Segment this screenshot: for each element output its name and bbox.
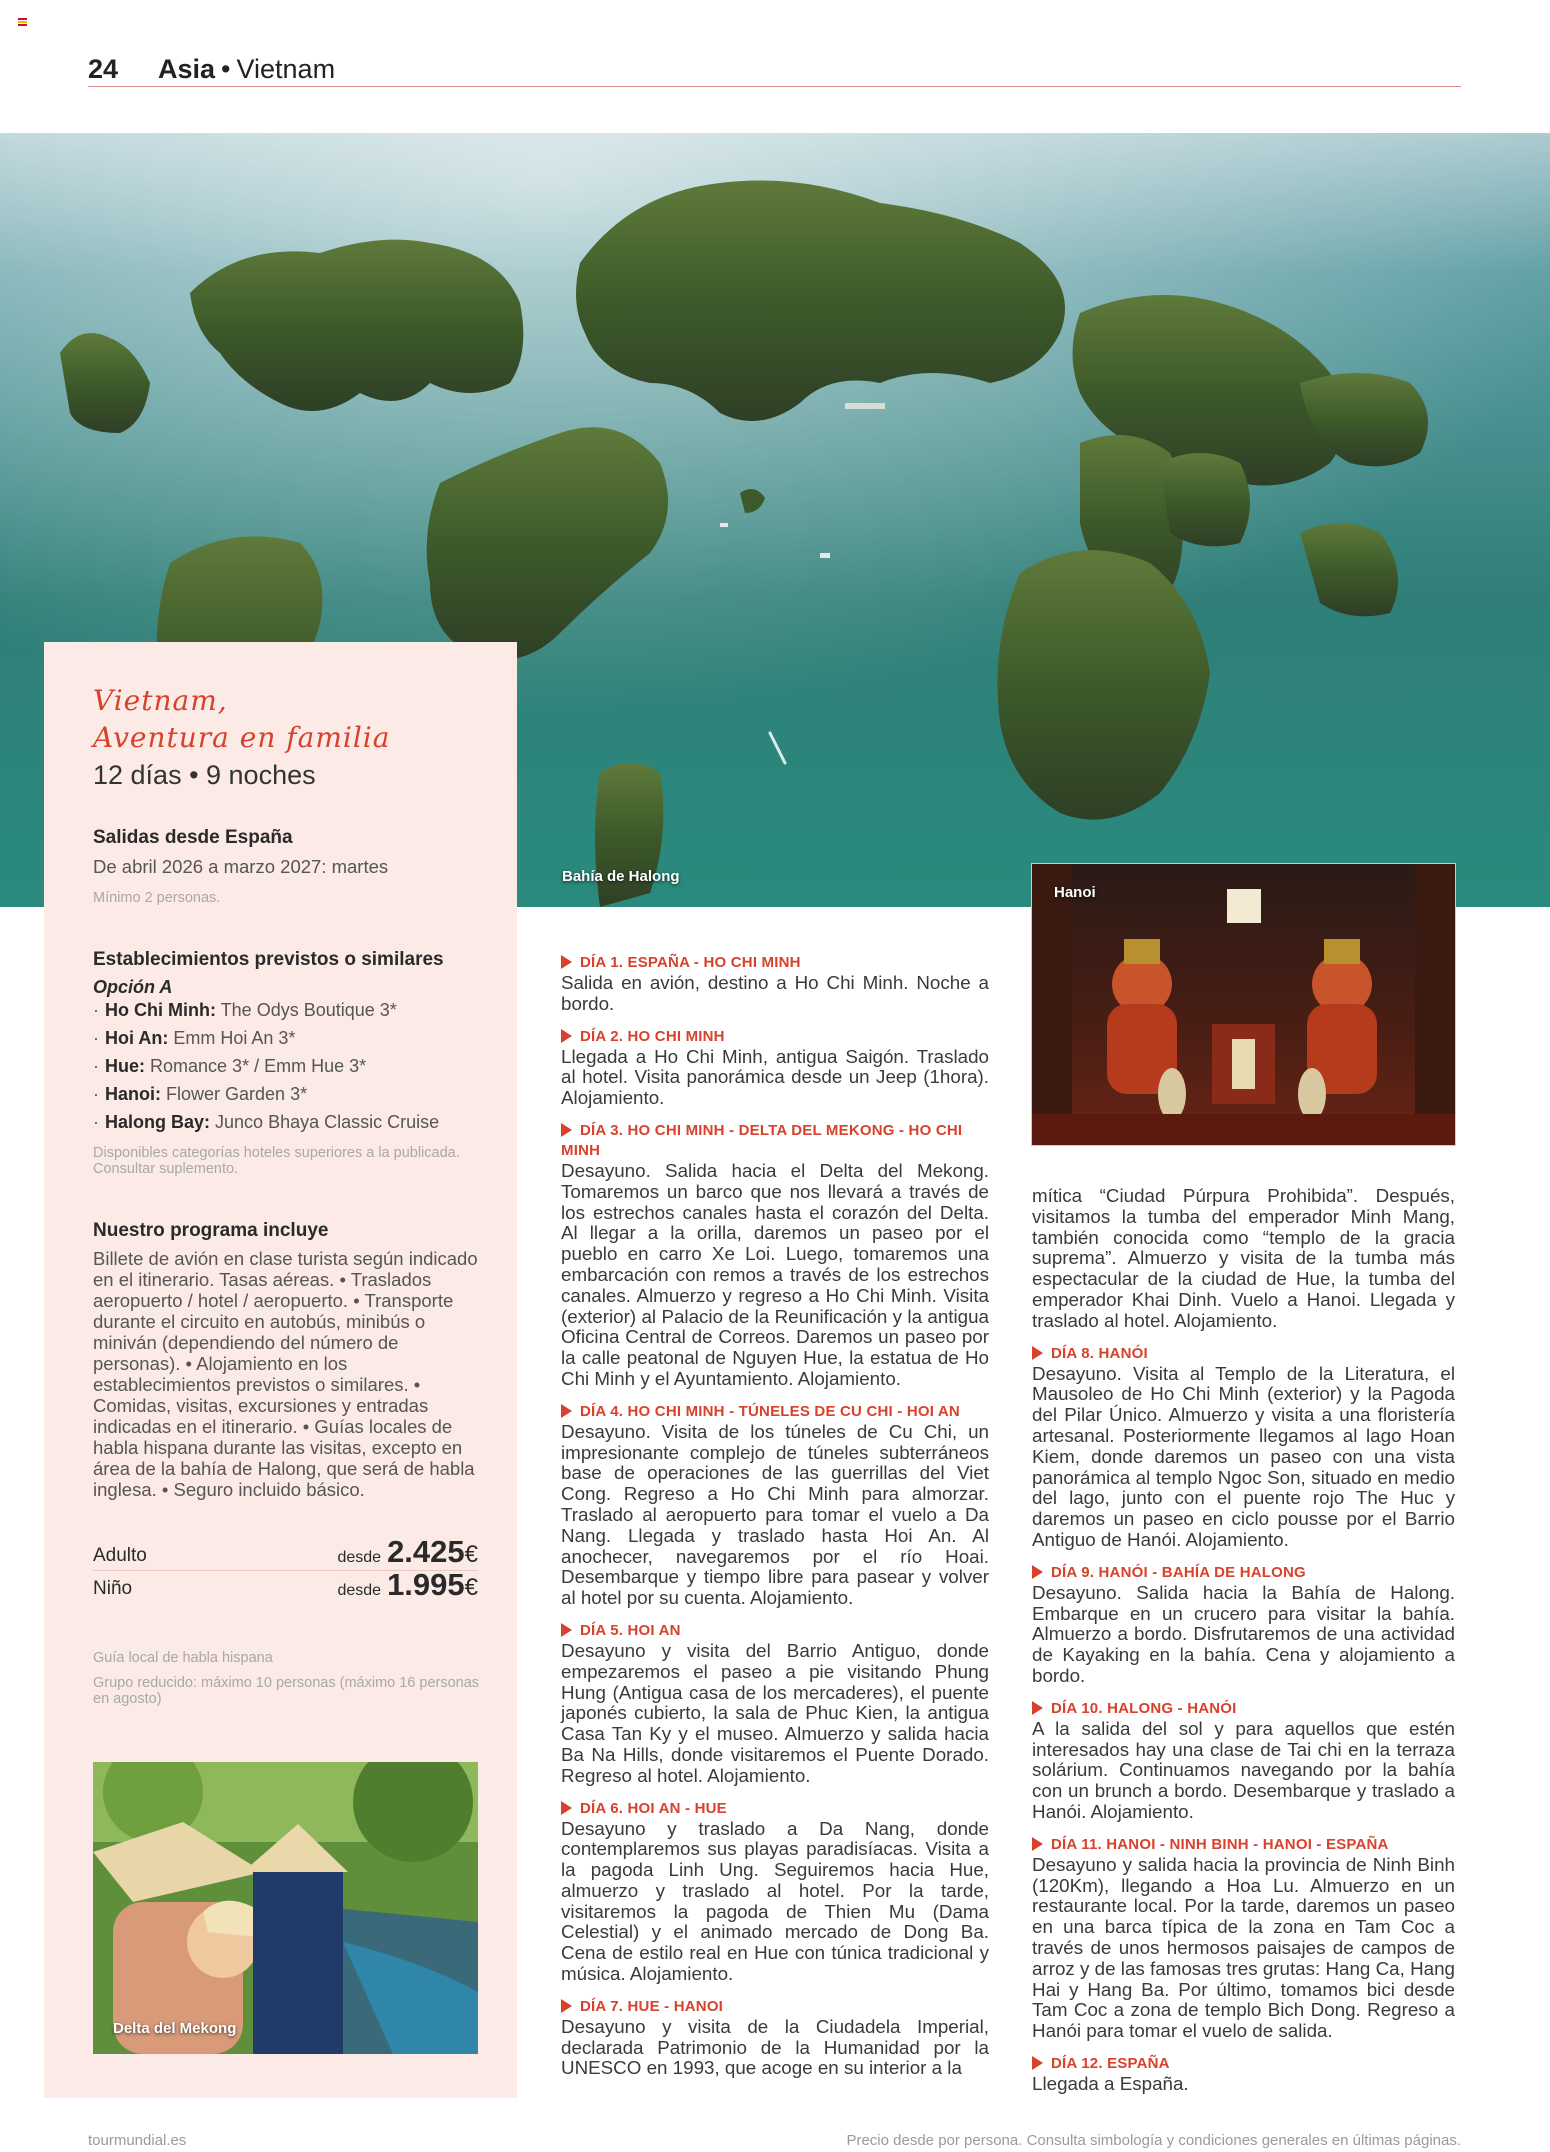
- breadcrumb-separator: •: [221, 54, 231, 84]
- itinerary-day: [1032, 1563, 1455, 1687]
- day-text: Llegada a Ho Chi Minh, antigua Saigón. Traslado al hotel. Visita panorámica desde un Jeep (1hora). Alojamiento.: [561, 1045, 989, 1109]
- hanoi-photo: [1032, 864, 1455, 1145]
- itinerary-day: [1032, 1344, 1455, 1551]
- trip-title-line2: Aventura en familia: [93, 721, 391, 754]
- trip-title: [93, 682, 493, 756]
- day-text: Llegada a España.: [1032, 2072, 1189, 2094]
- day-heading: DÍA 6. HOI AN - HUE: [580, 1799, 727, 1817]
- itinerary-column-2: [1032, 1186, 1455, 2107]
- price-amount: 1.995: [387, 1567, 465, 1602]
- hotels-heading: Establecimientos previstos o similares: [93, 949, 444, 970]
- day-text: Desayuno. Visita al Templo de la Literatura, el Mausoleo de Ho Chi Minh (exterior) y la Pagoda del Pilar Único. Almuerzo y visita a una floristería artesanal. Posteriormente llegamos al lago Hoan Kiem, donde daremos un paseo con una vista panorámica al templo Ngoc Son, situado en medio del lago, junto con el puente rojo The Huc y daremos un paseo en ciclo pousse por el Barrio Antiguo de Hanói. Alojamiento.: [1032, 1362, 1455, 1550]
- arrow-icon: [1032, 1701, 1043, 1715]
- hotel-item: · Hue: Romance 3* / Emm Hue 3*: [93, 1056, 367, 1076]
- arrow-icon: [561, 1123, 572, 1137]
- guide-note: Guía local de habla hispana: [93, 1650, 273, 1666]
- hotel-item: · Ho Chi Minh: The Odys Boutique 3*: [93, 1000, 397, 1020]
- day-heading: DÍA 2. HO CHI MINH: [580, 1027, 725, 1045]
- price-currency: €: [464, 1574, 478, 1601]
- photo-label-halong: Bahía de Halong: [562, 868, 680, 885]
- price-from: desde: [337, 1582, 382, 1599]
- price-from: desde: [337, 1549, 382, 1566]
- day-heading: DÍA 9. HANÓI - BAHÍA DE HALONG: [1051, 1563, 1306, 1581]
- itinerary-day: [1032, 1699, 1455, 1823]
- itinerary-day-continued: [1032, 1186, 1455, 1332]
- day-text: Salida en avión, destino a Ho Chi Minh. Noche a bordo.: [561, 972, 989, 1014]
- day-heading: DÍA 7. HUE - HANOI: [580, 1997, 724, 2015]
- itinerary-day: [561, 1402, 989, 1609]
- arrow-icon: [561, 1999, 572, 2013]
- price-currency: €: [464, 1541, 478, 1568]
- flag-icon: [18, 18, 27, 26]
- country-name: Vietnam: [236, 54, 336, 84]
- day-text: mítica “Ciudad Púrpura Prohibida”. Después, visitamos la tumba del emperador Minh Mang, también conocida como “templo de la gracia suprema”. Almuerzo y visita de la tumba más espectacular de la ciudad de Hue, la tumba del emperador Khai Dinh. Vuelo a Hanoi. Llegada y traslado al hotel. Alojamiento.: [1032, 1185, 1455, 1331]
- arrow-icon: [561, 1029, 572, 1043]
- photo-label-hanoi: Hanoi: [1054, 884, 1096, 901]
- day-heading: DÍA 1. ESPAÑA - HO CHI MINH: [580, 954, 801, 971]
- arrow-icon: [1032, 1837, 1043, 1851]
- itinerary-day: [561, 953, 989, 1015]
- price-amount: 2.425: [387, 1534, 465, 1569]
- departures-minimum: Mínimo 2 personas.: [93, 890, 221, 906]
- day-heading: DÍA 4. HO CHI MINH - TÚNELES DE CU CHI - HOI AN: [580, 1402, 960, 1420]
- hotel-list: [93, 996, 483, 1136]
- trip-title-line1: Vietnam,: [93, 684, 228, 717]
- day-heading: DÍA 8. HANÓI: [1051, 1344, 1148, 1362]
- day-heading: DÍA 11. HANOI - NINH BINH - HANOI - ESPAÑA: [1051, 1835, 1389, 1853]
- photo-label-mekong: Delta del Mekong: [113, 2020, 237, 2037]
- footer-site: tourmundial.es: [88, 2132, 187, 2149]
- arrow-icon: [561, 1801, 572, 1815]
- includes-text: Billete de avión en clase turista según indicado en el itinerario. Tasas aéreas. • Traslados aeropuerto / hotel / aeropuerto. • Transporte durante el circuito en autobús, minibús o miniván (dependiendo del número de personas). • Alojamiento en los establecimientos previstos o similares. • Comidas, visitas, excursiones y entradas indicadas en el itinerario. • Guías locales de habla hispana durante las visitas, excepto en área de la bahía de Halong, que será de habla inglesa. • Seguro incluido básico.: [93, 1248, 478, 1500]
- day-text: Desayuno. Salida hacia la Bahía de Halong. Embarque en un crucero para visitar la bahía. Almuerzo a bordo. Disfrutaremos de una actividad de Kayaking en la bahía. Cena y alojamiento a bordo.: [1032, 1581, 1455, 1686]
- day-text: Desayuno y traslado a Da Nang, donde contemplaremos sus playas paradisíacas. Visita a la pagoda Linh Ung. Seguiremos hacia Hue, almuerzo y traslado al hotel. Por la tarde, visitaremos la pagoda de Thien Mu (Dama Celestial) y el animado mercado de Dong Ba. Cena de estilo real en Hue con túnica tradicional y música. Alojamiento.: [561, 1817, 989, 1985]
- price-label: Adulto: [93, 1545, 147, 1566]
- itinerary-day: [561, 1997, 989, 2079]
- hotel-item: · Hoi An: Emm Hoi An 3*: [93, 1028, 296, 1048]
- includes-heading: Nuestro programa incluye: [93, 1220, 329, 1241]
- trip-info-panel: [44, 642, 517, 2098]
- price-row-child: [93, 1567, 478, 1603]
- itinerary-column-1: [561, 953, 989, 2091]
- itinerary-day: [561, 1027, 989, 1109]
- departures-heading: Salidas desde España: [93, 827, 293, 848]
- day-text: Desayuno. Salida hacia el Delta del Mekong. Tomaremos un barco que nos llevará a través de los estrechos canales hasta el corazón del Delta. Al llegar a la orilla, daremos un paseo por el pueblo en carro Xe Loi. Luego, tomaremos una embarcación con remos a través de los estrechos canales. Almuerzo y regreso a Ho Chi Minh. Visita (exterior) al Palacio de la Reunificación y la antigua Oficina Central de Correos. Daremos un paseo por la calle peatonal de Nguyen Hue, la estatua de Ho Chi Minh y el Ayuntamiento. Alojamiento.: [561, 1159, 989, 1389]
- day-heading: DÍA 12. ESPAÑA: [1051, 2054, 1170, 2072]
- page-number: 24: [88, 54, 119, 84]
- itinerary-day: [561, 1799, 989, 1985]
- hotels-option: Opción A: [93, 977, 173, 997]
- day-heading: DÍA 10. HALONG - HANÓI: [1051, 1699, 1237, 1717]
- arrow-icon: [561, 1623, 572, 1637]
- day-text: A la salida del sol y para aquellos que estén interesados hay una clase de Tai chi en la terraza solárium. Continuamos navegando por la bahía con un brunch a bordo. Desembarque y traslado a Hanói. Alojamiento.: [1032, 1717, 1455, 1822]
- departures-dates: De abril 2026 a marzo 2027: martes: [93, 856, 389, 877]
- arrow-icon: [1032, 2056, 1043, 2070]
- footer-disclaimer: Precio desde por persona. Consulta simbología y condiciones generales en últimas páginas.: [846, 2132, 1461, 2149]
- itinerary-day: [561, 1621, 989, 1787]
- day-heading: DÍA 3. HO CHI MINH - DELTA DEL MEKONG - HO CHI MINH: [561, 1121, 963, 1159]
- mekong-photo: [93, 1762, 478, 2054]
- arrow-icon: [1032, 1346, 1043, 1360]
- day-text: Desayuno y visita de la Ciudadela Imperial, declarada Patrimonio de la Humanidad por la UNESCO en 1993, que acoge en su interior a la: [561, 2015, 989, 2079]
- page-header: [88, 50, 1461, 87]
- day-heading: DÍA 5. HOI AN: [580, 1621, 681, 1639]
- breadcrumb: [158, 54, 335, 85]
- trip-duration: 12 días • 9 noches: [93, 760, 316, 790]
- itinerary-day: [1032, 2054, 1455, 2095]
- region-name: Asia: [158, 54, 216, 84]
- itinerary-day: [561, 1121, 989, 1390]
- group-note: Grupo reducido: máximo 10 personas (máximo 16 personas en agosto): [93, 1675, 480, 1707]
- arrow-icon: [561, 1404, 572, 1418]
- price-label: Niño: [93, 1578, 133, 1599]
- day-text: Desayuno y salida hacia la provincia de Ninh Binh (120Km), llegando a Hoa Lu. Almuerzo en un restaurante local. Por la tarde, daremos un paseo en una barca típica de la zona en Tam Coc a través de unos hermosos paisajes de campos de arroz y de las famosas tres grutas: Hang Ca, Hang Hai y Hang Ba. Por último, tomamos bici desde Tam Coc a zona de templo Bich Dong. Regreso a Hanói para tomar el vuelo de salida.: [1032, 1853, 1455, 2042]
- day-text: Desayuno y visita del Barrio Antiguo, donde empezaremos el paseo a pie visitando Phung Hung (Antigua casa de los mercaderes), el puente japonés cubierto, la sala de Phuc Kien, la antigua Casa Tan Ky y el museo. Almuerzo y salida hacia Ba Na Hills, donde visitaremos el Puente Dorado. Regreso al hotel. Alojamiento.: [561, 1639, 989, 1786]
- hotel-item: · Halong Bay: Junco Bhaya Classic Cruise: [93, 1112, 440, 1132]
- arrow-icon: [1032, 1565, 1043, 1579]
- hotels-note: Disponibles categorías hoteles superiores a la publicada. Consultar suplemento.: [93, 1145, 460, 1177]
- hotel-item: · Hanoi: Flower Garden 3*: [93, 1084, 308, 1104]
- day-text: Desayuno. Visita de los túneles de Cu Chi, un impresionante complejo de túneles subterráneos base de operaciones de las guerrillas del Viet Cong. Regreso a Ho Chi Minh para almorzar. Traslado al aeropuerto para tomar el vuelo a Da Nang. Llegada y traslado hasta Hoi An. Al anochecer, navegaremos por el río Hoai. Desembarque y tiempo libre para pasear y volver al hotel por su cuenta. Alojamiento.: [561, 1420, 989, 1609]
- itinerary-day: [1032, 1835, 1455, 2042]
- arrow-icon: [561, 955, 572, 969]
